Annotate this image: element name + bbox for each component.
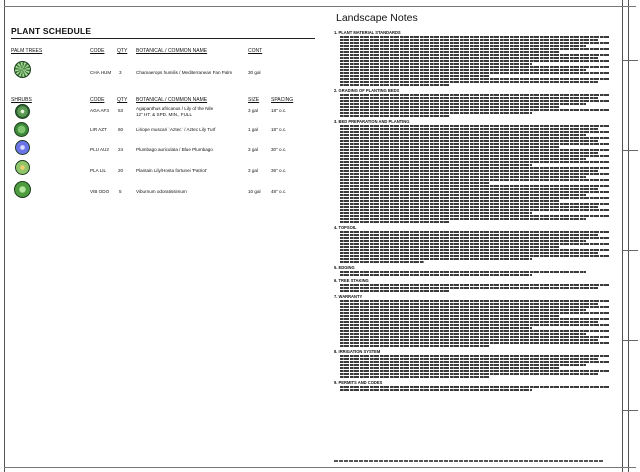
shrub-row-3-spacing: 36" o.c. xyxy=(271,168,287,173)
viburnum-icon xyxy=(14,181,31,198)
notes-text-line xyxy=(340,45,586,47)
shrub-row-4-code: VIB ODO xyxy=(90,189,110,194)
title-block-divider xyxy=(622,60,638,61)
notes-text-line xyxy=(340,237,610,239)
schedule-rule xyxy=(11,38,315,39)
notes-text-line xyxy=(340,215,610,217)
notes-text-line xyxy=(340,170,598,172)
notes-text-line xyxy=(340,125,610,127)
notes-text-line xyxy=(340,261,424,263)
notes-section xyxy=(334,225,616,263)
notes-text-line xyxy=(340,69,586,71)
notes-section xyxy=(334,278,616,292)
notes-text-line xyxy=(340,173,610,175)
notes-text-line xyxy=(340,42,610,44)
notes-text-line xyxy=(340,115,450,117)
notes-text-line xyxy=(340,97,598,99)
notes-section-heading: 2. GRADING OF PLANTING BEDS xyxy=(334,88,400,93)
notes-text-line xyxy=(340,345,490,347)
notes-text-line xyxy=(340,57,598,59)
notes-section-heading: 1. PLANT MATERIAL STANDARDS xyxy=(334,30,401,35)
notes-footer-line xyxy=(334,460,604,462)
notes-section-heading: 9. PERMITS AND CODES xyxy=(334,380,383,385)
notes-text-line xyxy=(340,367,560,369)
notes-text-line xyxy=(340,274,532,276)
sheet-border-top xyxy=(4,6,636,7)
palm-qty: 3 xyxy=(119,70,122,75)
palm-size: 30 gal xyxy=(248,70,261,75)
notes-text-line xyxy=(340,243,610,245)
notes-text-line xyxy=(340,321,598,323)
notes-text-line xyxy=(340,140,598,142)
title-block-divider xyxy=(622,150,638,151)
notes-text-line xyxy=(340,327,532,329)
palm-icon xyxy=(14,61,31,78)
notes-text-line xyxy=(340,63,532,65)
title-block-border-inner xyxy=(628,0,629,472)
notes-text-line xyxy=(340,318,610,320)
palm-cont-header: CONT xyxy=(248,48,263,54)
shrub-row-1-spacing: 18" o.c. xyxy=(271,127,287,132)
palm-qty-header: QTY xyxy=(117,48,128,54)
notes-text-line xyxy=(340,324,610,326)
notes-text-line xyxy=(340,39,598,41)
notes-section-heading: 5. EDGING xyxy=(334,265,355,270)
shrub-row-0-code: AGA AF3 xyxy=(90,108,109,113)
notes-text-line xyxy=(340,94,610,96)
notes-text-line xyxy=(340,330,610,332)
shrub-row-0-name: Agapanthus africanus / Lily of the Nile xyxy=(136,106,214,111)
notes-text-line xyxy=(340,134,586,136)
palm-name: Chamaerops humilis / Mediterranean Fan Palm xyxy=(136,70,233,75)
shrub-qty-header: QTY xyxy=(117,97,128,103)
notes-text-line xyxy=(340,312,610,314)
notes-text-line xyxy=(340,36,610,38)
notes-section-heading: 4. TOPSOIL xyxy=(334,225,357,230)
notes-text-line xyxy=(340,373,598,375)
shrub-row-3-size: 3 gal xyxy=(248,168,258,173)
notes-text-line xyxy=(340,249,610,251)
notes-text-line xyxy=(340,143,610,145)
notes-text-line xyxy=(340,342,610,344)
shrub-row-4-size: 10 gal xyxy=(248,189,261,194)
landscape-notes-title: Landscape Notes xyxy=(336,12,418,24)
title-block-border xyxy=(622,0,623,472)
notes-section xyxy=(334,380,616,391)
shrub-row-0-name-detail: 12" HT. & SPD. MIN., FULL xyxy=(136,112,193,117)
notes-text-line xyxy=(340,336,610,338)
notes-text-line xyxy=(340,333,586,335)
notes-text-line xyxy=(340,300,610,302)
notes-text-line xyxy=(340,234,598,236)
notes-text-line xyxy=(340,72,610,74)
notes-section-heading: 7. WARRANTY xyxy=(334,294,363,299)
notes-text-line xyxy=(340,386,610,388)
liriope-icon xyxy=(14,122,29,137)
title-block-divider xyxy=(622,410,638,411)
notes-text-line xyxy=(340,48,610,50)
plant-schedule-title: PLANT SCHEDULE xyxy=(11,26,92,36)
landscape-notes-body xyxy=(334,28,616,468)
notes-text-line xyxy=(340,206,598,208)
notes-text-line xyxy=(340,161,610,163)
shrub-row-0-qty: 63 xyxy=(118,108,124,113)
shrub-row-2-spacing: 30" o.c. xyxy=(271,147,287,152)
notes-text-line xyxy=(340,185,610,187)
notes-text-line xyxy=(340,212,532,214)
notes-text-line xyxy=(340,164,532,166)
notes-text-line xyxy=(340,66,610,68)
notes-text-line xyxy=(340,284,610,286)
notes-text-line xyxy=(340,376,490,378)
notes-text-line xyxy=(340,78,610,80)
notes-text-line xyxy=(340,112,532,114)
notes-text-line xyxy=(340,75,490,77)
sheet-border-left xyxy=(4,0,5,472)
shrub-row-1-qty: 60 xyxy=(118,127,124,132)
shrub-size-header: SIZE xyxy=(248,97,260,103)
notes-text-line xyxy=(340,149,610,151)
notes-text-line xyxy=(340,100,610,102)
notes-text-line xyxy=(340,137,610,139)
notes-text-line xyxy=(340,370,610,372)
shrub-row-4-name: Viburnum odoratissimum xyxy=(136,189,187,194)
shrub-row-2-name: Plumbago auriculata / Blue Plumbago xyxy=(136,147,213,152)
notes-text-line xyxy=(340,60,610,62)
shrub-row-4-spacing: 48" o.c. xyxy=(271,189,287,194)
notes-text-line xyxy=(340,255,610,257)
notes-section-heading: 3. BED PREPARATION AND PLANTING xyxy=(334,119,410,124)
notes-text-line xyxy=(340,315,560,317)
shrub-row-2-code: PLU AU2 xyxy=(90,147,109,152)
notes-section xyxy=(334,88,616,117)
shrub-row-2-size: 3 gal xyxy=(248,147,258,152)
shrub-row-3-code: PLA LIL xyxy=(90,168,107,173)
shrub-row-2-qty: 24 xyxy=(118,147,124,152)
title-block-divider xyxy=(622,250,638,251)
shrub-spacing-header: SPACING xyxy=(271,97,294,103)
notes-text-line xyxy=(340,200,560,202)
shrub-name-header: BOTANICAL / COMMON NAME xyxy=(136,97,208,103)
shrub-code-header: CODE xyxy=(90,97,105,103)
notes-text-line xyxy=(340,128,598,130)
shrub-row-0-size: 3 gal xyxy=(248,108,258,113)
notes-text-line xyxy=(340,188,598,190)
notes-text-line xyxy=(340,258,532,260)
notes-text-line xyxy=(340,167,610,169)
palm-name-header: BOTANICAL / COMMON NAME xyxy=(136,48,208,54)
palm-code-header: CODE xyxy=(90,48,105,54)
notes-section-heading: 8. IRRIGATION SYSTEM xyxy=(334,349,381,354)
notes-text-line xyxy=(340,197,610,199)
notes-text-line xyxy=(340,155,610,157)
shrub-row-1-size: 1 gal xyxy=(248,127,258,132)
notes-text-line xyxy=(340,179,610,181)
notes-text-line xyxy=(340,290,450,292)
notes-text-line xyxy=(340,218,586,220)
notes-text-line xyxy=(340,271,586,273)
notes-section xyxy=(334,265,616,276)
notes-text-line xyxy=(340,358,598,360)
palm-code: CHA HUM xyxy=(90,70,112,75)
notes-text-line xyxy=(340,191,610,193)
shrub-row-4-qty: 5 xyxy=(119,189,122,194)
shrub-row-0-spacing: 18" o.c. xyxy=(271,108,287,113)
shrub-row-1-code: LIR AZT xyxy=(90,127,107,132)
plumbago-icon xyxy=(15,140,30,155)
notes-text-line xyxy=(340,51,560,53)
notes-text-line xyxy=(340,309,586,311)
notes-text-line xyxy=(340,221,450,223)
lily-icon xyxy=(15,160,30,175)
notes-text-line xyxy=(340,252,598,254)
notes-text-line xyxy=(340,287,598,289)
notes-text-line xyxy=(340,240,586,242)
notes-text-line xyxy=(340,339,598,341)
notes-text-line xyxy=(340,389,532,391)
notes-text-line xyxy=(340,146,560,148)
notes-text-line xyxy=(340,361,610,363)
palm-trees-header: PALM TREES xyxy=(11,48,43,54)
notes-text-line xyxy=(340,231,610,233)
notes-text-line xyxy=(340,203,610,205)
notes-text-line xyxy=(340,109,610,111)
shrub-row-1-name: Liriope muscari `Aztec` / Aztec Lily Turf xyxy=(136,127,216,132)
shrub-row-3-qty: 20 xyxy=(118,168,124,173)
notes-text-line xyxy=(340,246,560,248)
notes-text-line xyxy=(340,306,610,308)
notes-text-line xyxy=(340,152,598,154)
notes-text-line xyxy=(340,303,598,305)
notes-section xyxy=(334,119,616,223)
shrubs-header: SHRUBS xyxy=(11,97,32,103)
notes-text-line xyxy=(340,209,610,211)
notes-section xyxy=(334,294,616,347)
agave-icon xyxy=(15,104,30,119)
shrub-row-3-name: Plantain Lily/Hosta fortunei 'Patriot' xyxy=(136,168,207,173)
notes-text-line xyxy=(340,54,610,56)
notes-section xyxy=(334,349,616,378)
notes-text-line xyxy=(340,131,610,133)
notes-section xyxy=(334,30,616,86)
notes-text-line xyxy=(340,81,598,83)
notes-text-line xyxy=(340,176,586,178)
notes-text-line xyxy=(340,84,450,86)
title-block-divider xyxy=(622,340,638,341)
notes-text-line xyxy=(340,103,586,105)
notes-section-heading: 6. TREE STAKING xyxy=(334,278,369,283)
notes-text-line xyxy=(340,158,586,160)
notes-text-line xyxy=(340,106,560,108)
notes-text-line xyxy=(340,182,490,184)
notes-text-line xyxy=(340,355,610,357)
notes-text-line xyxy=(340,194,586,196)
notes-text-line xyxy=(340,364,586,366)
